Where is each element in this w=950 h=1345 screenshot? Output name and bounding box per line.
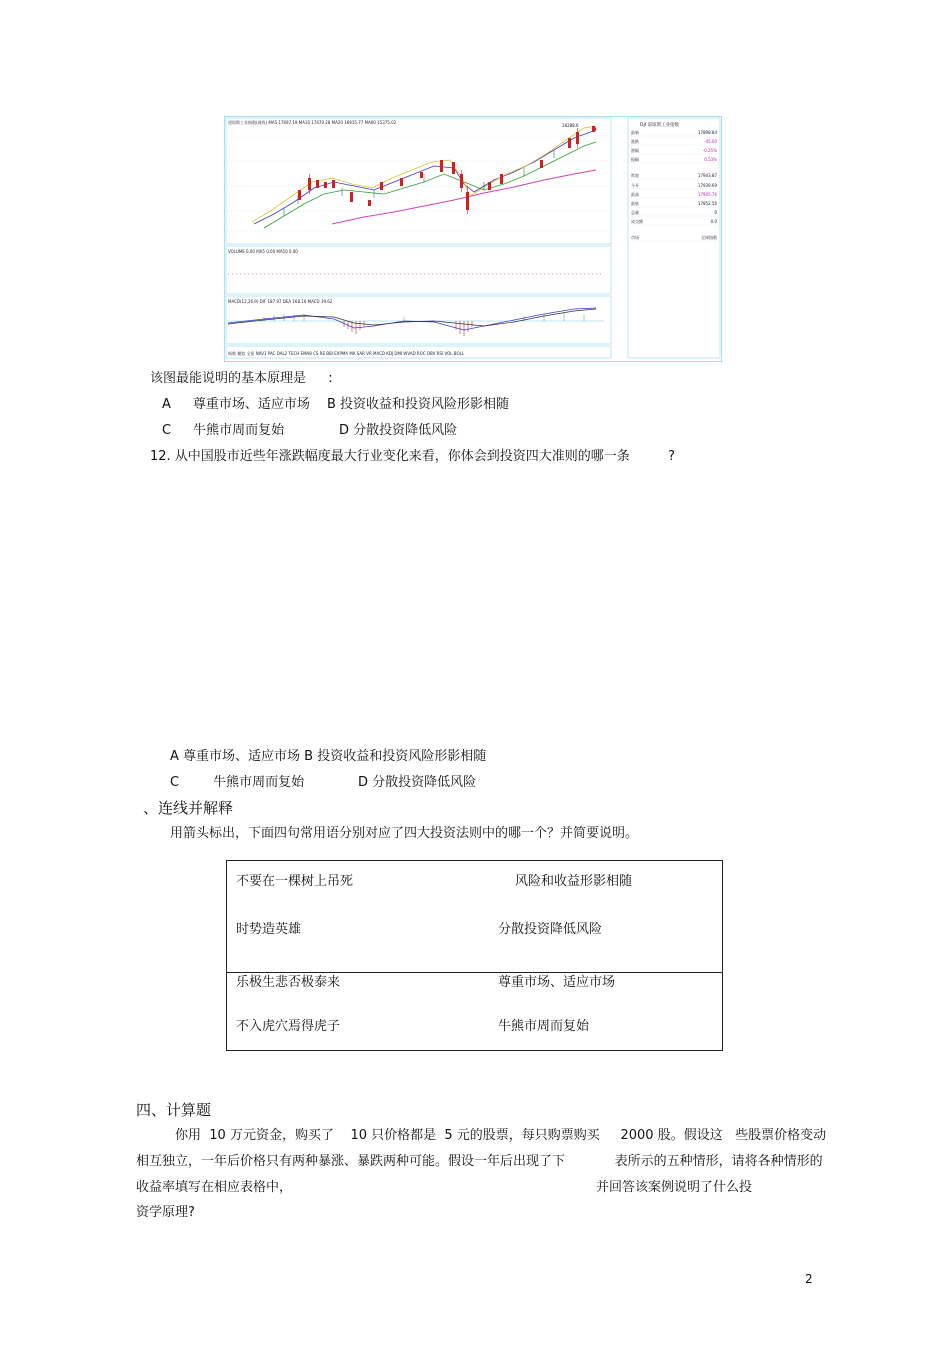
side-row-label: 总量 [631, 210, 639, 215]
principle-4[interactable]: 牛熊市周而复始 [498, 1019, 590, 1034]
bottom-tabs: 指数 模拟 全景 NAV1 PAC DAL2 TECH EMA8 CS RE BBI EXPMA MA SAR VR MACD KDJ DMI WVAD ROC OBV RSI VOL BOLL [228, 351, 465, 356]
section3-instruction: 用箭头标出，下面四句常用语分别对应了四大投资法则中的哪一个？并简要说明。 [170, 826, 639, 841]
section4-line2: 相互独立，一年后价格只有两种暴涨、暴跌两种可能。假设一年后出现了下 表所示的五种情形，请将各种情形的 [136, 1154, 823, 1169]
section4-line3a: 收益率填写在相应表格中， [136, 1180, 293, 1195]
section3-title: 、连线并解释 [143, 799, 234, 817]
q11-option-b: B 投资收益和投资风险形影相随 [327, 397, 510, 412]
saying-1[interactable]: 不要在一棵树上吊死 [236, 874, 354, 889]
side-panel-title: DJI 道琼斯工业指数 [640, 123, 680, 128]
principle-1[interactable]: 风险和收益形影相随 [515, 874, 633, 889]
q12-stem: 12. 从中国股市近些年涨跌幅度最大行业变化来看，你体会到投资四大准则的哪一条 [150, 449, 630, 464]
q11-stem: 该图最能说明的基本原理是 [150, 371, 307, 386]
side-row-label: 振幅 [631, 157, 639, 162]
side-row-label: 今开 [631, 183, 639, 188]
q12-option-c: C 牛熊市周而复始 [170, 775, 305, 790]
side-row-label: 涨幅 [631, 148, 639, 153]
section4-line4: 资学原理? [136, 1205, 195, 1220]
stock-chart-figure [224, 116, 722, 362]
principle-3[interactable]: 尊重市场、适应市场 [498, 975, 616, 990]
q12-option-d: D 分散投资降低风险 [358, 775, 477, 790]
section4-title: 四、计算题 [136, 1101, 212, 1119]
side-row-value: 17945.76 [697, 192, 717, 197]
side-row-value: 0 [714, 210, 717, 215]
chart-title-left: 道琼斯工业指数(周线) MA5 17697.19 MA10 17470.28 MA20 16915.77 MA60 15375.02 [228, 120, 397, 125]
peak-label: 18288.6 [562, 123, 579, 128]
matching-table-divider [226, 972, 723, 973]
side-row-label: 昨收 [631, 173, 639, 178]
side-row-label: 市场 [631, 235, 639, 240]
page-number: 2 [805, 1272, 813, 1286]
saying-4[interactable]: 不入虎穴焉得虎子 [236, 1019, 341, 1034]
side-row-value: 0.53% [704, 157, 717, 162]
q12-option-ab: A 尊重市场、适应市场 B 投资收益和投资风险形影相随 [170, 749, 487, 764]
q11-option-a: A 尊重市场、适应市场 [162, 397, 310, 412]
side-row-value: 全球指数 [701, 235, 717, 240]
side-row-label: 最新 [631, 130, 639, 135]
q12-stem-mark: ? [668, 449, 675, 464]
saying-3[interactable]: 乐极生悲否极泰来 [236, 975, 341, 990]
side-row-value: 17898.84 [697, 130, 717, 135]
macd-label: MACD(12,26,9) DIF 187.97 DEA 168.16 MACD 39.62 [228, 299, 333, 304]
section4-line3b: 并回答该案例说明了什么投 [596, 1180, 753, 1195]
side-row-label: 成交额 [631, 219, 643, 224]
side-row-value: 17852.56 [697, 201, 717, 206]
saying-2[interactable]: 时势造英雄 [236, 922, 302, 937]
side-row-label: 最高 [631, 192, 639, 197]
side-row-value: -45.00 [704, 139, 717, 144]
side-row-value: 0.0 [710, 219, 717, 224]
volume-label: VOLUME 0.00 MA5 0.00 MA10 0.00 [228, 249, 298, 254]
side-row-value: 17943.87 [697, 173, 717, 178]
q11-option-c: C 牛熊市周而复始 [162, 423, 285, 438]
side-row-label: 涨跌 [631, 139, 639, 144]
principle-2[interactable]: 分散投资降低风险 [498, 922, 603, 937]
q11-option-d: D 分散投资降低风险 [339, 423, 458, 438]
side-row-value: 17939.69 [697, 183, 717, 188]
section4-line1: 你用 10 万元资金，购买了 10 只价格都是 5 元的股票，每只购票购买 2000 股。假设这 些股票价格变动 [175, 1128, 827, 1143]
side-row-value: -0.25% [702, 148, 717, 153]
q11-stem-colon: : [328, 371, 333, 386]
side-row-label: 最低 [631, 201, 639, 206]
